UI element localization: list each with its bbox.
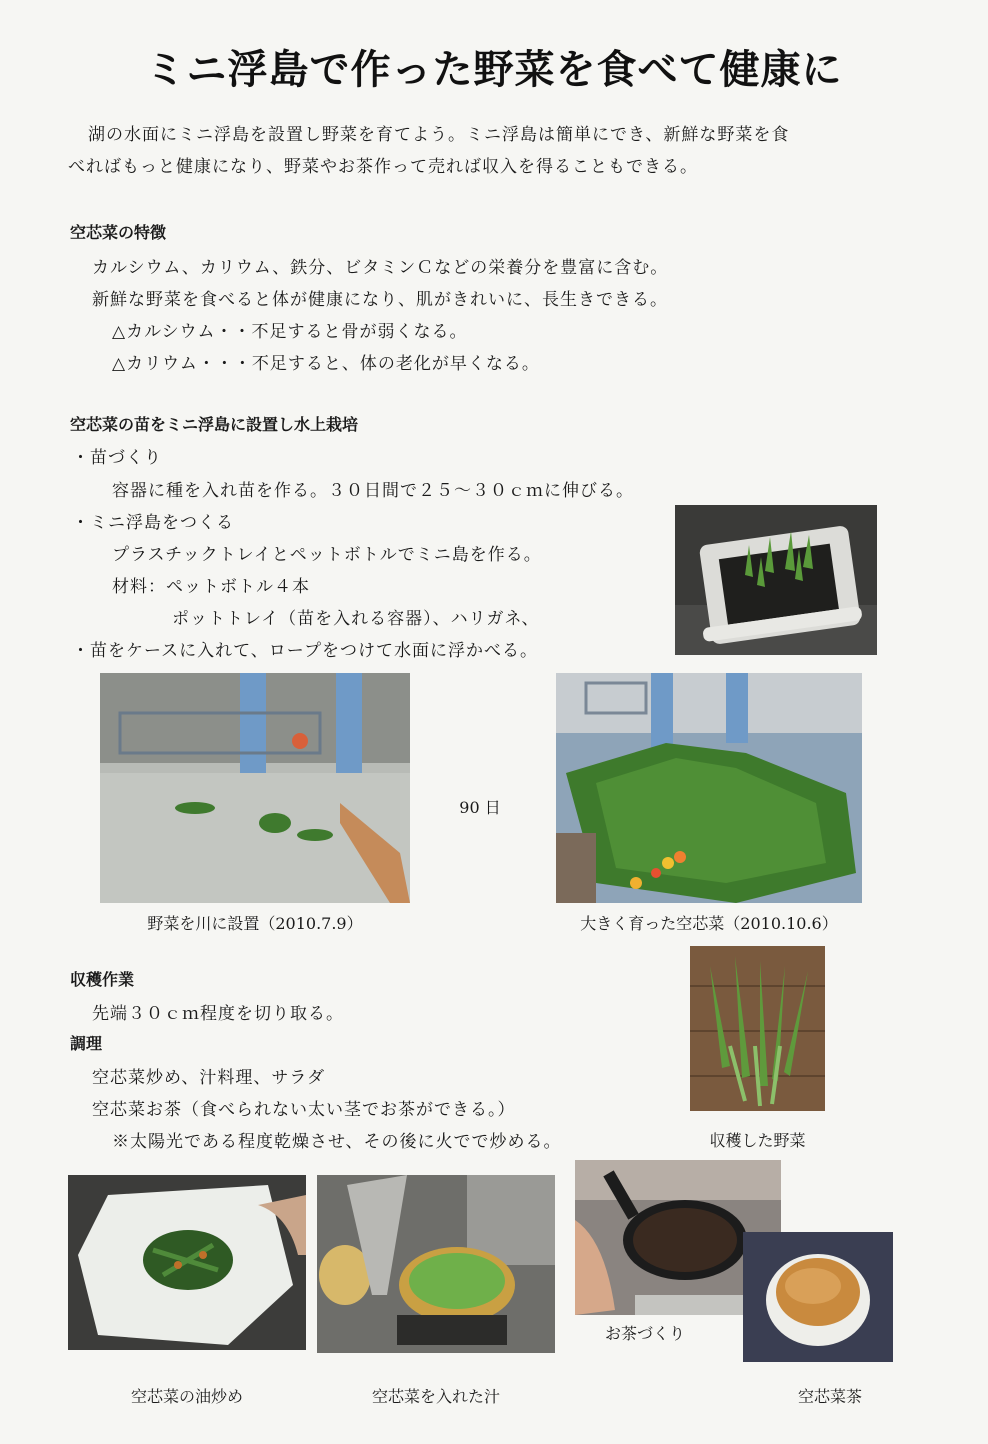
cultivation-line-3: ・ミニ浮島をつくる xyxy=(72,513,234,533)
photo-soup xyxy=(317,1175,555,1353)
caption-grown: 大きく育った空芯菜（2010.10.6） xyxy=(580,914,838,933)
caption-teamaking: お茶づくり xyxy=(604,1324,685,1343)
photo-harvested xyxy=(690,946,825,1111)
features-line-2: 新鮮な野菜を食べると体が健康になり、肌がきれいに、長生きできる。 xyxy=(92,290,668,310)
intro-line-1: 湖の水面にミニ浮島を設置し野菜を育てよう。ミニ浮島は簡単にでき、新鮮な野菜を食 xyxy=(88,125,790,145)
cooking-line-3: ※太陽光である程度乾燥させ、その後に火でで炒める。 xyxy=(112,1132,562,1152)
intro-line-2: べればもっと健康になり、野菜やお茶作って売れば収入を得ることもできる。 xyxy=(68,157,698,177)
caption-soup: 空芯菜を入れた汁 xyxy=(371,1387,500,1406)
caption-tea: 空芯菜茶 xyxy=(797,1387,862,1406)
cultivation-line-7: ・苗をケースに入れて、ロープをつけて水面に浮かべる。 xyxy=(72,641,538,661)
caption-river: 野菜を川に設置（2010.7.9） xyxy=(147,914,363,933)
caption-harvest: 収穫した野菜 xyxy=(709,1131,806,1150)
cultivation-line-4: プラスチックトレイとペットボトルでミニ島を作る。 xyxy=(112,545,542,565)
cooking-line-1: 空芯菜炒め、汁料理、サラダ xyxy=(92,1068,326,1088)
caption-stirfry: 空芯菜の油炒め xyxy=(130,1387,243,1406)
features-heading: 空芯菜の特徴 xyxy=(70,223,167,242)
cooking-line-2: 空芯菜お茶（食べられない太い茎でお茶ができる。） xyxy=(92,1100,516,1120)
cultivation-heading: 空芯菜の苗をミニ浮島に設置し水上栽培 xyxy=(70,415,359,434)
cultivation-line-6: ポットトレイ（苗を入れる容器）、ハリガネ、 xyxy=(172,609,540,629)
photo-grown-spinach xyxy=(556,673,862,903)
cultivation-line-2: 容器に種を入れ苗を作る。３０日間で２５～３０ｃｍに伸びる。 xyxy=(112,481,634,501)
features-line-3: △カルシウム・・不足すると骨が弱くなる。 xyxy=(112,322,468,342)
harvest-line: 先端３０ｃｍ程度を切り取る。 xyxy=(92,1004,344,1024)
days-label: 90 日 xyxy=(459,798,501,817)
photo-floating-island xyxy=(675,505,877,655)
features-line-1: カルシウム、カリウム、鉄分、ビタミンＣなどの栄養分を豊富に含む。 xyxy=(92,258,669,278)
cultivation-line-1: ・苗づくり xyxy=(72,448,162,468)
photo-stirfry xyxy=(68,1175,306,1350)
cooking-heading: 調理 xyxy=(70,1034,103,1053)
photo-tea-cup xyxy=(743,1232,893,1362)
harvest-heading: 収穫作業 xyxy=(70,970,135,989)
features-line-4: △カリウム・・・不足すると、体の老化が早くなる。 xyxy=(112,354,540,374)
cultivation-line-5: 材料：ペットボトル４本 xyxy=(112,577,310,597)
page-title: ミニ浮島で作った野菜を食べて健康に xyxy=(145,47,843,93)
photo-river-installation xyxy=(100,673,410,903)
